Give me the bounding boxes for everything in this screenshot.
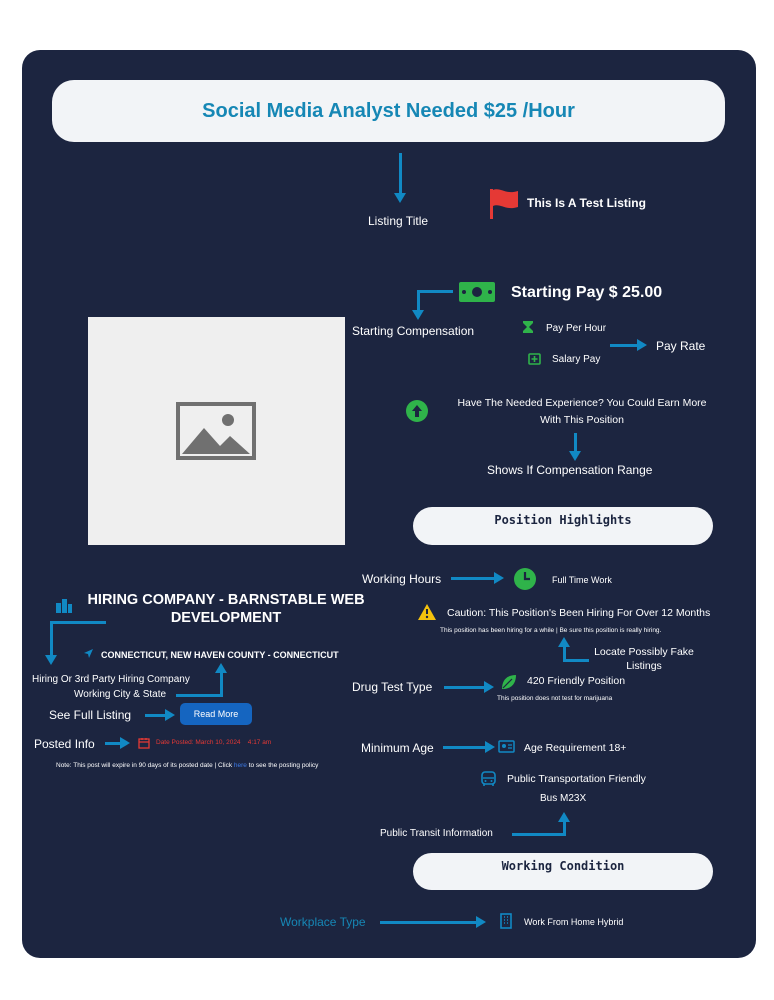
arrow xyxy=(574,433,577,453)
listing-title: Social Media Analyst Needed $25 /Hour xyxy=(202,99,575,122)
company-name: HIRING COMPANY - BARNSTABLE WEB DEVELOPMENT xyxy=(87,592,365,626)
posting-policy-link[interactable]: here xyxy=(233,762,247,769)
test-listing-text: This Is A Test Listing xyxy=(527,196,646,210)
label-working-city: Working City & State xyxy=(74,689,167,700)
arrow xyxy=(417,290,453,293)
money-icon xyxy=(458,280,496,304)
building-icon xyxy=(500,913,512,929)
working-condition-title: Working Condition xyxy=(501,858,625,873)
flag-icon xyxy=(487,187,521,221)
label-see-full-listing: See Full Listing xyxy=(49,708,132,722)
pay-per-hour: Pay Per Hour xyxy=(546,323,607,334)
arrow xyxy=(145,714,167,717)
listing-image xyxy=(88,317,345,545)
label-pay-rate: Pay Rate xyxy=(656,339,706,353)
label-public-transit: Public Transit Information xyxy=(380,828,493,839)
label-starting-compensation: Starting Compensation xyxy=(352,324,475,338)
full-time-work: Full Time Work xyxy=(552,575,612,585)
arrow-head xyxy=(394,193,406,203)
expiry-note-text: Note: This post will expire in 90 days of its posted date | Click xyxy=(56,762,234,769)
transit-friendly: Public Transportation Friendly xyxy=(507,773,646,785)
experience-text: Have The Needed Experience? You Could Earn More With This Position xyxy=(457,397,707,426)
arrow-head xyxy=(494,572,504,584)
label-minimum-age: Minimum Age xyxy=(361,741,434,755)
starting-pay: Starting Pay $ 25.00 xyxy=(511,284,663,301)
drug-note: This position does not test for marijuana xyxy=(497,695,613,702)
arrow xyxy=(512,833,566,836)
company-location: CONNECTICUT, NEW HAVEN COUNTY - CONNECTICUT xyxy=(101,650,339,660)
arrow-head xyxy=(637,339,647,351)
expiry-note xyxy=(56,762,318,769)
arrow xyxy=(443,746,487,749)
arrow xyxy=(399,153,402,195)
leaf-icon xyxy=(500,673,518,691)
arrow-head xyxy=(165,709,175,721)
arrow-head xyxy=(412,310,424,320)
navigation-icon xyxy=(83,648,94,659)
arrow-head xyxy=(485,741,495,753)
arrow xyxy=(563,659,589,662)
warning-icon xyxy=(417,603,437,621)
caution-text: Caution: This Position's Been Hiring For Over 12 Months xyxy=(447,607,711,619)
arrow-head xyxy=(569,451,581,461)
arrow-head xyxy=(484,681,494,693)
working-condition-header xyxy=(413,853,713,890)
arrow xyxy=(176,694,223,697)
arrow xyxy=(444,686,486,689)
clock-icon xyxy=(513,567,537,591)
label-drug-test-type: Drug Test Type xyxy=(352,680,433,694)
image-placeholder-icon xyxy=(176,402,256,460)
arrow xyxy=(417,290,420,312)
read-more-button[interactable]: Read More xyxy=(180,703,252,725)
id-card-icon xyxy=(498,740,515,753)
workplace-hybrid: Work From Home Hybrid xyxy=(524,917,624,927)
bus-icon xyxy=(481,771,496,787)
label-listing-title: Listing Title xyxy=(368,214,429,228)
arrow xyxy=(451,577,497,580)
arrow xyxy=(50,621,106,624)
label-working-hours: Working Hours xyxy=(362,572,442,586)
arrow-head xyxy=(120,737,130,749)
arrow-up-icon xyxy=(405,399,429,423)
arrow-head xyxy=(45,655,57,665)
label-shows-range: Shows If Compensation Range xyxy=(487,463,653,477)
date-posted: Date Posted: March 10, 2024 4:17 am xyxy=(156,739,272,746)
calendar-icon xyxy=(138,737,150,749)
bus-route: Bus M23X xyxy=(540,793,587,804)
age-requirement: Age Requirement 18+ xyxy=(524,742,627,754)
label-locate-fake: Locate Possibly Fake Listings xyxy=(594,646,694,672)
arrow xyxy=(220,671,223,697)
expiry-note-suffix: to see the posting policy xyxy=(246,762,319,769)
position-highlights-title: Position Highlights xyxy=(494,513,632,527)
arrow xyxy=(380,921,478,924)
label-workplace-type: Workplace Type xyxy=(280,915,366,929)
caution-note: This position has been hiring for a while | Be sure this position is really hiring. xyxy=(440,627,662,634)
label-hiring-company: Hiring Or 3rd Party Hiring Company xyxy=(32,674,190,685)
salary-pay: Salary Pay xyxy=(552,354,601,365)
salary-icon xyxy=(528,352,541,365)
hourglass-icon xyxy=(522,320,534,334)
listing-title-bar xyxy=(52,80,725,142)
company-icon xyxy=(55,598,73,614)
position-highlights-header xyxy=(413,507,713,545)
drug-friendly: 420 Friendly Position xyxy=(527,675,626,687)
arrow-head xyxy=(215,663,227,673)
label-posted-info: Posted Info xyxy=(34,737,95,751)
arrow xyxy=(50,621,53,657)
arrow xyxy=(610,344,640,347)
arrow-head xyxy=(476,916,486,928)
